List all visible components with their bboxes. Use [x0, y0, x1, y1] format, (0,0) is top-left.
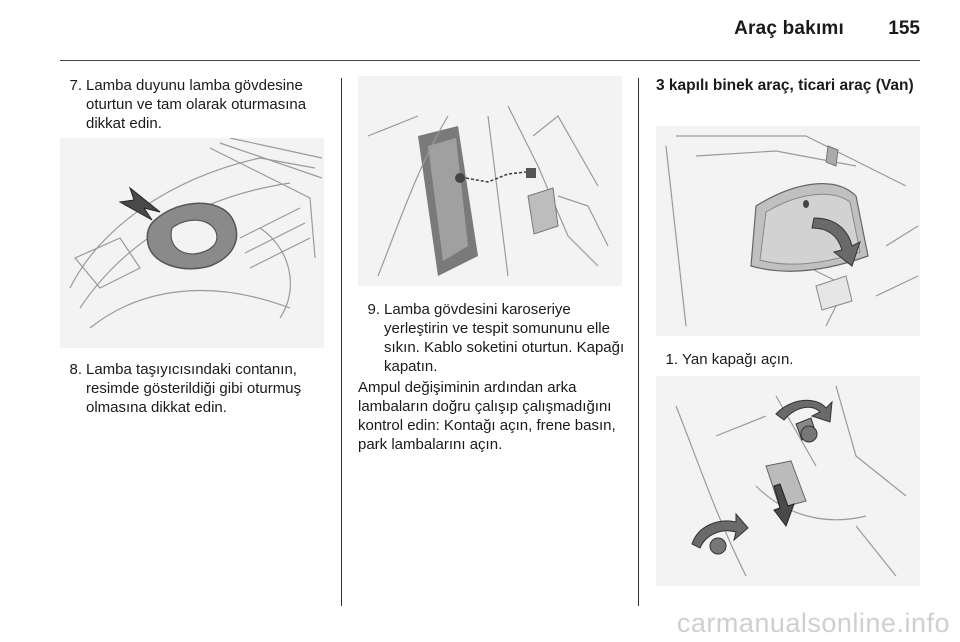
lamp-fasteners-illustration: [656, 376, 920, 586]
figure-lamp-body-mount: [358, 76, 622, 286]
step-number: 8.: [69, 361, 82, 378]
step-text: Lamba taşıyıcısındaki contanın, resimde gösterildiği gibi oturmuş olmasına dikkat edin.: [86, 361, 302, 416]
column-divider-1: [341, 78, 342, 606]
step-text: Lamba duyunu lamba gövdesine oturtun ve tam olarak oturmasına dikkat edin.: [86, 77, 307, 132]
watermark: carmanualsonline.info: [676, 608, 950, 638]
step-number: 9.: [367, 301, 380, 318]
figure-side-cover: [656, 126, 920, 336]
section-heading: 3 kapılı binek araç, ticari araç (Van): [656, 77, 914, 94]
step-text: Yan kapağı açın.: [682, 351, 794, 368]
figure-lamp-seal: [60, 138, 324, 348]
page-section-title: Araç bakımı: [734, 18, 844, 39]
step-number: 1.: [665, 351, 678, 368]
header-divider: [60, 60, 920, 61]
check-lamps-paragraph: Ampul değişiminin ardından arka lambaların doğru çalışıp çalışmadığını kontrol edin: Kontağı açın, frene basın, park lambalarını açın.: [358, 379, 616, 453]
step-number: 7.: [69, 77, 82, 94]
body-mount-illustration: [358, 76, 622, 286]
column-divider-2: [638, 78, 639, 606]
figure-lamp-fasteners: [656, 376, 920, 586]
side-cover-illustration: [656, 126, 920, 336]
page-number: 155: [888, 18, 920, 39]
step-text: Lamba gövdesini karoseriye yerleştirin ve tespit somununu elle sıkın. Kablo soketini oturtun. Kapağı kapatın.: [384, 301, 625, 375]
lamp-housing-illustration: [60, 138, 324, 348]
